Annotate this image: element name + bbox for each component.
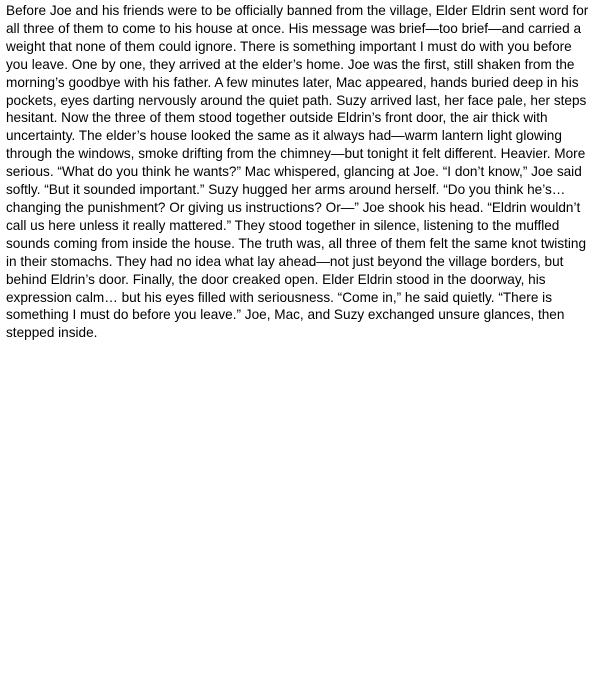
story-paragraph: Before Joe and his friends were to be officially banned from the village, Elder Eldrin sent word for all three of them to come to his house at once. His message was brief—too brief—and carried a weight that none of them could ignore. There is something important I must do with you before you leave. One by one, they arrived at the elder’s home. Joe was the first, still shaken from the morning’s goodbye with his father. A few minutes later, Mac appeared, hands buried deep in his pockets, eyes darting nervously around the quiet path. Suzy arrived last, her face pale, her steps hesitant. Now the three of them stood together outside Eldrin’s front door, the air thick with uncertainty. The elder’s house looked the same as it always had—warm lantern light glowing through the windows, smoke drifting from the chimney—but tonight it felt different. Heavier. More serious. “What do you think he wants?” Mac whispered, glancing at Joe. “I don’t know,” Joe said softly. “But it sounded important.” Suzy hugged her arms around herself. “Do you think he’s… changing the punishment? Or giving us instructions? Or—” Joe shook his head. “Eldrin wouldn’t call us here unless it really mattered.” They stood together in silence, listening to the muffled sounds coming from inside the house. The truth was, all three of them felt the same knot twisting in their stomachs. They had no idea what lay ahead—not just beyond the village borders, but behind Eldrin’s door. Finally, the door creaked open. Elder Eldrin stood in the doorway, his expression calm… but his eyes filled with seriousness. “Come in,” he said quietly. “There is something I must do before you leave.” Joe, Mac, and Suzy exchanged unsure glances, then stepped inside.: [6, 3, 589, 341]
